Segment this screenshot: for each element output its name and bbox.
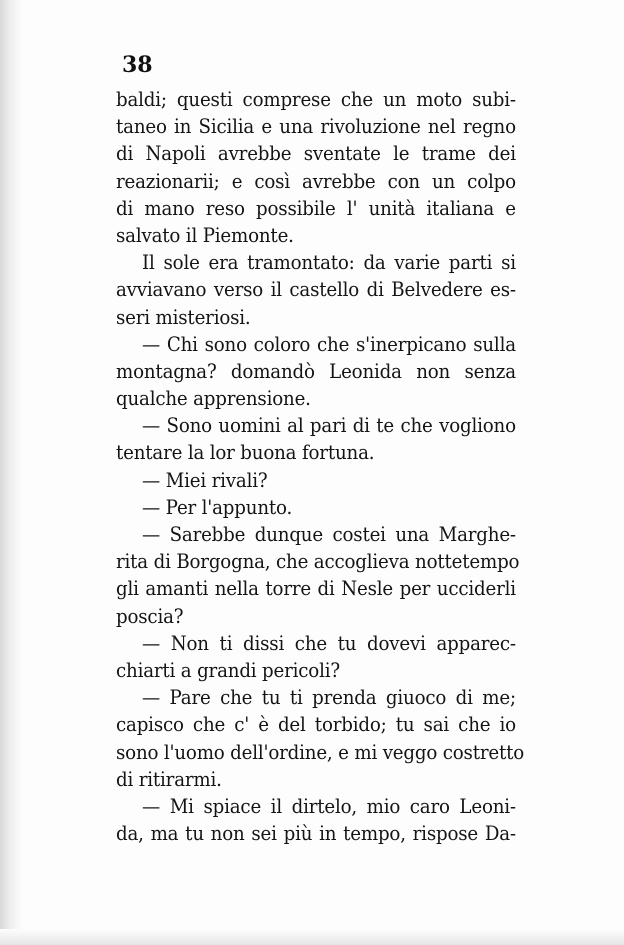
text-line: — Non ti dissi che tu dovevi apparec- [142,631,516,655]
text-line: chiarti a grandi pericoli? [116,658,340,682]
text-line: gli amanti nella torre di Nesle per ucciderli [116,577,516,601]
text-line: di mano reso possibile l' unità italiana e [116,196,516,220]
text-line: di ritirarmi. [116,767,222,791]
page-bottom-shadow [0,929,624,945]
text-line: — Sarebbe dunque costei una Marghe- [142,523,516,546]
text-line: di Napoli avrebbe sventate le trame dei [116,142,516,166]
text-line: salvato il Piemonte. [116,223,294,247]
text-line: tentare la lor buona fortuna. [116,441,375,465]
text-line: da, ma tu non sei più in tempo, rispose Da- [116,822,516,846]
text-line: sono l'uomo dell'ordine, e mi veggo costretto [116,740,525,764]
page-gutter-shadow [0,0,22,945]
text-line: — Mi spiace il dirtelo, mio caro Leoni- [142,794,516,818]
text-line: avviavano verso il castello di Belvedere es- [116,278,516,302]
text-line: taneo in Sicilia e una rivoluzione nel regno [116,115,516,139]
text-line: rita di Borgogna, che accoglieva nottetempo [116,550,520,574]
text-line: — Chi sono coloro che s'inerpicano sulla [142,332,516,356]
text-line: montagna? domandò Leonida non senza [116,359,516,383]
text-line: capisco che c' è del torbido; tu sai che io [116,713,516,737]
page-number: 38 [122,52,153,78]
text-line: seri misteriosi. [116,305,251,329]
text-line: poscia? [116,604,184,628]
text-line: — Sono uomini al pari di te che vogliono [142,414,516,438]
text-line: — Miei rivali? [142,468,268,492]
text-line: baldi; questi comprese che un moto subi- [116,88,516,111]
text-line: qualche apprensione. [116,387,311,411]
text-line: — Pare che tu ti prenda giuoco di me; [142,686,516,710]
text-line: Il sole era tramontato: da varie parti si [142,251,516,275]
text-line: — Per l'appunto. [142,495,293,519]
text-line: reazionarii; e così avrebbe con un colpo [116,169,516,193]
body-text [116,86,525,847]
